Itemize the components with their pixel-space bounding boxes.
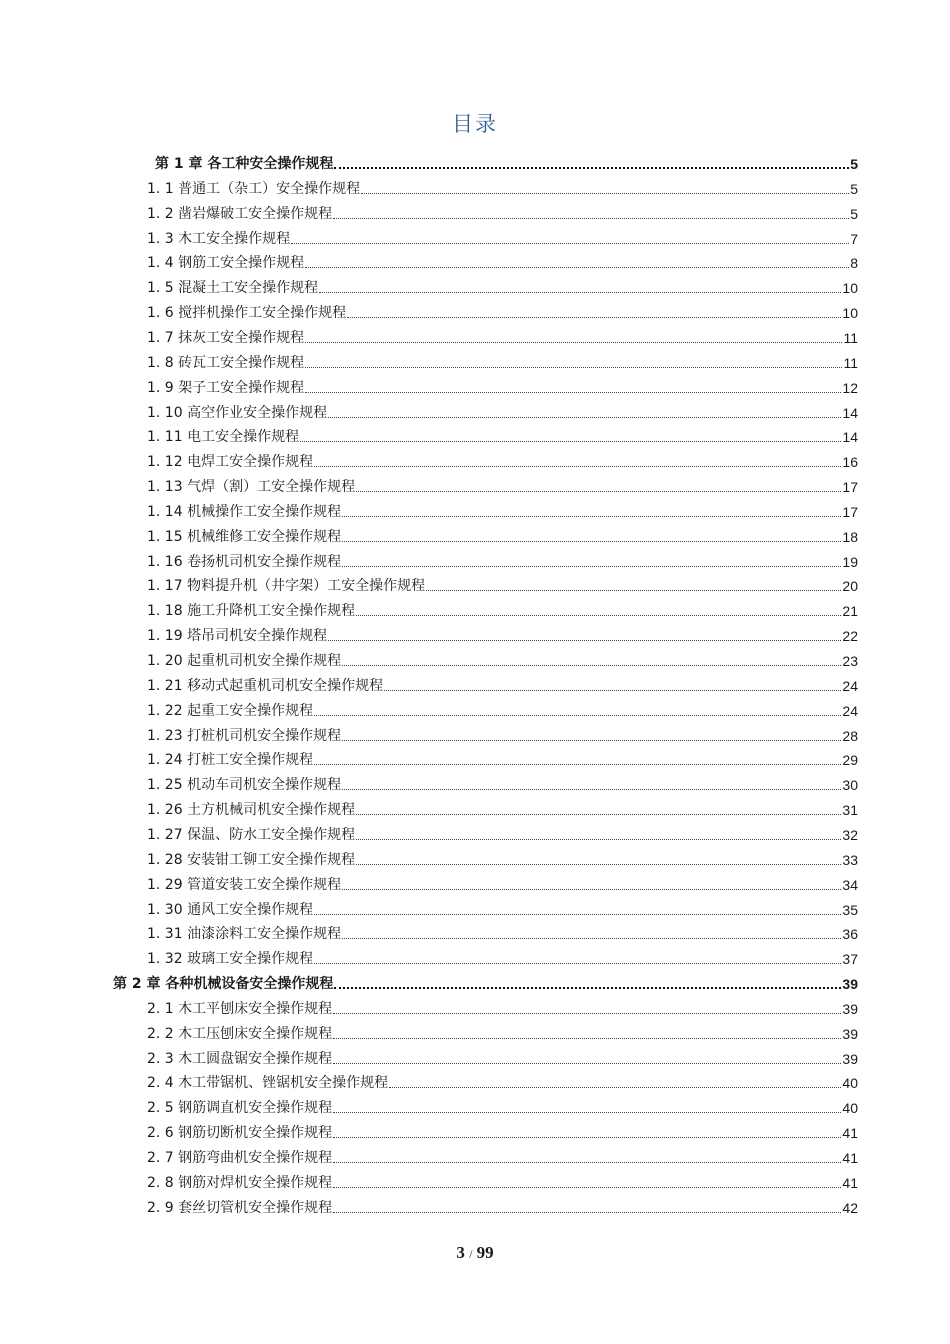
dot-leader [361,193,849,194]
toc-section-entry[interactable] [147,400,858,422]
toc-section-entry[interactable] [147,1145,858,1167]
toc-entry-page-number: 41 [842,1174,858,1191]
toc-entry-page-number: 10 [842,280,858,297]
dot-leader [333,1212,841,1213]
page-separator: / [469,1247,473,1261]
toc-entry-page-number: 21 [842,603,858,620]
toc-section-entry[interactable] [147,375,858,397]
dot-leader [328,417,841,418]
toc-entry-label: 1. 9 架子工安全操作规程 [147,379,305,396]
toc-entry-page-number: 39 [842,1000,858,1017]
toc-entry-page-number: 22 [842,628,858,645]
dot-leader [342,516,841,517]
toc-entry-page-number: 12 [842,379,858,396]
toc-entry-label: 2. 1 木工平刨床安全操作规程 [147,1000,333,1017]
toc-entry-page-number: 17 [842,503,858,520]
toc-section-entry[interactable] [147,698,858,720]
toc-section-entry[interactable] [147,449,858,471]
toc-entry-page-number: 18 [842,528,858,545]
toc-entry-page-number: 37 [842,951,858,968]
toc-section-entry[interactable] [147,723,858,745]
toc-entry-label: 1. 31 油漆涂料工安全操作规程 [147,926,342,943]
dot-leader [426,590,841,591]
dot-leader [342,938,841,939]
toc-entry-label: 1. 32 玻璃工安全操作规程 [147,951,314,968]
dot-leader [314,914,841,915]
toc-entry-page-number: 14 [842,404,858,421]
toc-section-entry[interactable] [147,1046,858,1068]
dot-leader [334,987,841,989]
toc-section-entry[interactable] [147,897,858,919]
toc-entry-page-number: 41 [842,1150,858,1166]
toc-entry-page-number: 41 [842,1125,858,1142]
toc-section-entry[interactable] [147,872,858,894]
toc-entry-label: 1. 28 安装钳工铆工安全操作规程 [147,851,356,868]
dot-leader [334,167,849,169]
dot-leader [300,441,841,442]
toc-section-entry[interactable] [147,549,858,571]
dot-leader [314,715,841,716]
dot-leader [319,292,841,293]
toc-entry-label: 1. 20 起重机司机安全操作规程 [147,653,342,669]
dot-leader [314,764,841,765]
toc-section-entry[interactable] [147,1170,858,1192]
toc-entry-page-number: 39 [842,1025,858,1042]
dot-leader [305,342,842,343]
current-page-number: 3 [456,1243,465,1262]
toc-section-entry[interactable] [147,1120,858,1142]
dot-leader [342,541,841,542]
toc-entry-label: 1. 3 木工安全操作规程 [147,230,291,247]
dot-leader [333,1038,841,1039]
toc-section-entry[interactable] [147,673,858,695]
dot-leader [333,1013,841,1014]
toc-entry-page-number: 28 [842,727,858,744]
toc-entry-label: 1. 2 凿岩爆破工安全操作规程 [147,205,333,222]
toc-section-entry[interactable] [147,573,858,595]
toc-entry-label: 2. 5 钢筋调直机安全操作规程 [147,1100,333,1117]
toc-section-entry[interactable] [147,300,858,322]
toc-entry-label: 2. 9 套丝切管机安全操作规程 [147,1199,333,1216]
toc-entry-page-number: 11 [843,354,858,371]
toc-section-entry[interactable] [147,201,858,223]
toc-entry-label: 1. 12 电焊工安全操作规程 [147,454,314,471]
page-footer [0,1243,950,1263]
toc-section-entry[interactable] [147,1070,858,1092]
toc-entry-page-number: 33 [842,851,858,868]
dot-leader [347,317,841,318]
toc-entry-page-number: 42 [842,1199,858,1216]
toc-entry-page-number: 34 [842,876,858,893]
dot-leader [333,1187,841,1188]
dot-leader [342,789,841,790]
page-title: 目录 [452,112,498,136]
toc-entry-page-number: 24 [842,702,858,719]
toc-section-entry[interactable] [147,822,858,844]
toc-entry-label: 1. 27 保温、防水工安全操作规程 [147,826,356,843]
dot-leader [328,640,841,641]
toc-section-entry[interactable] [147,1195,858,1217]
toc-section-entry[interactable] [147,747,858,769]
toc-entry-label: 1. 22 起重工安全操作规程 [147,702,314,719]
toc-entry-label: 1. 16 卷扬机司机安全操作规程 [147,553,342,570]
toc-entry-page-number: 19 [842,553,858,570]
toc-section-entry[interactable] [147,946,858,968]
toc-section-entry[interactable] [147,499,858,521]
toc-entry-label: 第 2 章 各种机械设备安全操作规程 [113,976,334,993]
toc-section-entry[interactable] [147,996,858,1018]
toc-section-entry[interactable] [147,1095,858,1117]
dot-leader [305,392,841,393]
toc-entry-label: 1. 10 高空作业安全操作规程 [147,404,328,421]
toc-entry-page-number: 16 [842,454,858,471]
toc-entry-label: 2. 6 钢筋切断机安全操作规程 [147,1125,333,1142]
dot-leader [305,367,842,368]
toc-entry-label: 1. 25 机动车司机安全操作规程 [147,777,342,794]
toc-entry-page-number: 8 [850,255,858,272]
toc-entry-page-number: 24 [842,677,858,694]
toc-entry-page-number: 30 [842,777,858,794]
toc-entry-label: 2. 4 木工带锯机、锉锯机安全操作规程 [147,1075,389,1092]
dot-leader [384,690,841,691]
toc-section-entry[interactable] [147,524,858,546]
toc-section-entry[interactable] [147,275,858,297]
dot-leader [356,814,841,815]
dot-leader [333,1137,841,1138]
toc-entry-label: 1. 18 施工升降机工安全操作规程 [147,603,356,620]
toc-entry-page-number: 39 [842,976,858,993]
toc-entry-label: 1. 14 机械操作工安全操作规程 [147,503,342,520]
toc-entry-page-number: 14 [842,429,858,446]
toc-chapter-entry[interactable] [155,151,858,173]
toc-entry-page-number: 32 [842,826,858,843]
dot-leader [305,267,849,268]
toc-section-entry[interactable] [147,797,858,819]
toc-entry-page-number: 39 [842,1050,858,1067]
dot-leader [333,218,849,219]
toc-entry-label: 1. 26 土方机械司机安全操作规程 [147,802,356,819]
toc-entry-page-number: 35 [842,901,858,918]
toc-chapter-entry[interactable] [113,971,858,993]
toc-entry-label: 1. 19 塔吊司机安全操作规程 [147,628,328,645]
toc-entry-page-number: 7 [850,230,858,247]
toc-entry-label: 1. 7 抹灰工安全操作规程 [147,329,305,346]
toc-entry-page-number: 36 [842,926,858,943]
toc-section-entry[interactable] [147,474,858,496]
toc-section-entry[interactable] [147,921,858,943]
toc-entry-label: 第 1 章 各工种安全操作规程 [155,156,334,172]
dot-leader [291,243,849,244]
toc-section-entry[interactable] [147,772,858,794]
toc-section-entry[interactable] [147,250,858,272]
toc-section-entry[interactable] [147,598,858,620]
dot-leader [342,889,841,890]
toc-entry-label: 1. 30 通风工安全操作规程 [147,901,314,918]
toc-entry-page-number: 10 [842,305,858,322]
dot-leader [356,491,841,492]
dot-leader [314,963,841,964]
toc-entry-page-number: 40 [842,1100,858,1117]
dot-leader [356,864,841,865]
dot-leader [342,566,841,567]
toc-entry-label: 2. 3 木工圆盘锯安全操作规程 [147,1050,333,1067]
toc-section-entry[interactable] [147,424,858,446]
toc-entry-label: 1. 17 物料提升机（井字架）工安全操作规程 [147,578,426,595]
toc-section-entry[interactable] [147,350,858,372]
toc-entry-label: 2. 8 钢筋对焊机安全操作规程 [147,1174,333,1191]
dot-leader [389,1087,841,1088]
dot-leader [356,615,841,616]
toc-entry-label: 1. 1 普通工（杂工）安全操作规程 [147,180,361,197]
toc-entry-page-number: 5 [850,205,858,222]
dot-leader [333,1112,841,1113]
total-pages: 99 [476,1243,494,1262]
toc-entry-label: 1. 13 气焊（割）工安全操作规程 [147,479,356,496]
toc-entry-label: 1. 24 打桩工安全操作规程 [147,752,314,769]
toc-entry-page-number: 31 [842,802,858,819]
dot-leader [314,466,841,467]
dot-leader [356,839,841,840]
toc-entry-page-number: 17 [842,479,858,496]
toc-section-entry[interactable] [147,325,858,347]
toc-section-entry[interactable] [147,1021,858,1043]
toc-section-entry[interactable] [147,648,858,670]
toc-section-entry[interactable] [147,226,858,248]
toc-entry-label: 2. 7 钢筋弯曲机安全操作规程 [147,1150,333,1166]
toc-entry-page-number: 11 [843,329,858,346]
toc-entry-label: 1. 4 钢筋工安全操作规程 [147,255,305,272]
toc-entry-label: 2. 2 木工压刨床安全操作规程 [147,1025,333,1042]
dot-leader [342,665,841,666]
toc-entry-label: 1. 11 电工安全操作规程 [147,429,300,446]
toc-entry-label: 1. 15 机械维修工安全操作规程 [147,528,342,545]
toc-entry-label: 1. 8 砖瓦工安全操作规程 [147,354,305,371]
toc-entry-label: 1. 21 移动式起重机司机安全操作规程 [147,677,384,694]
dot-leader [333,1162,841,1163]
dot-leader [333,1063,841,1064]
toc-entry-page-number: 29 [842,752,858,769]
toc-entry-page-number: 5 [850,156,858,172]
toc-entry-page-number: 23 [842,653,858,669]
toc-section-entry[interactable] [147,623,858,645]
toc-entry-page-number: 40 [842,1075,858,1092]
toc-entry-label: 1. 29 管道安装工安全操作规程 [147,876,342,893]
toc-entry-page-number: 20 [842,578,858,595]
toc-entry-label: 1. 6 搅拌机操作工安全操作规程 [147,305,347,322]
toc-entry-label: 1. 5 混凝土工安全操作规程 [147,280,319,297]
toc-section-entry[interactable] [147,176,858,198]
toc-entry-page-number: 5 [850,180,858,197]
toc-section-entry[interactable] [147,847,858,869]
dot-leader [342,740,841,741]
toc-entry-label: 1. 23 打桩机司机安全操作规程 [147,727,342,744]
